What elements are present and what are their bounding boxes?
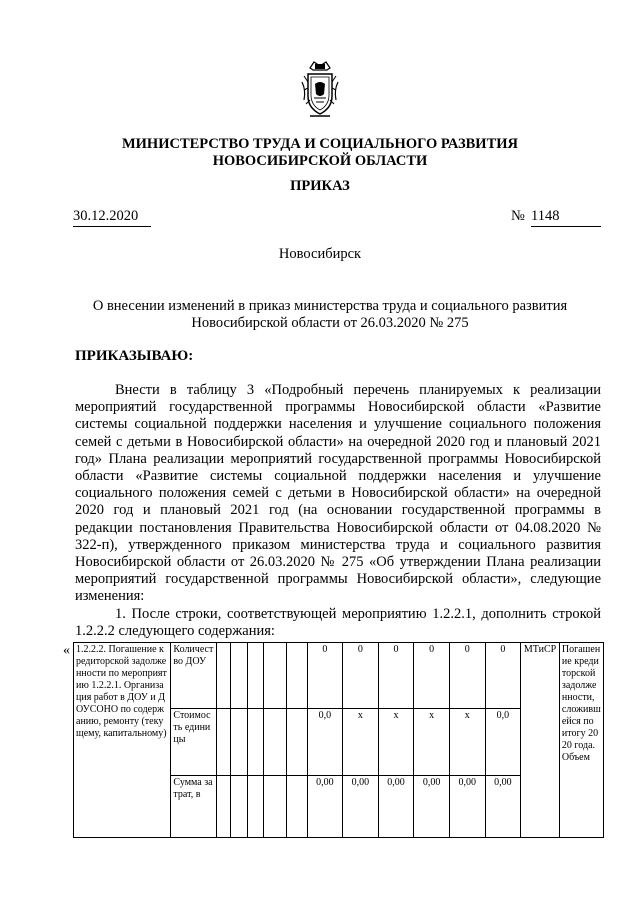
value-cell: х bbox=[449, 709, 485, 776]
body-paragraph-2: 1. После строки, соответствующей мероприятию 1.2.2.1, дополнить строкой 1.2.2.2 следующего содержания: bbox=[75, 606, 601, 640]
indicator-label: Сумма затрат, в bbox=[171, 776, 217, 838]
value-cell: 0,0 bbox=[307, 709, 343, 776]
value-cell: 0 bbox=[343, 643, 379, 709]
document-number: 1148 bbox=[531, 208, 601, 227]
value-cell: 0 bbox=[378, 643, 414, 709]
subject-line-2: Новосибирской области от 26.03.2020 № 275 bbox=[191, 315, 469, 331]
value-cell: 0 bbox=[485, 643, 521, 709]
table-row bbox=[74, 643, 604, 709]
indicator-label: Стоимость единицы bbox=[171, 709, 217, 776]
executor-cell: МТиСР bbox=[521, 643, 560, 838]
value-cell: 0 bbox=[449, 643, 485, 709]
value-cell: 0,0 bbox=[485, 709, 521, 776]
value-cell: х bbox=[378, 709, 414, 776]
value-cell: 0 bbox=[307, 643, 343, 709]
subject-line-1: О внесении изменений в приказ министерства труда и социального развития bbox=[92, 298, 568, 314]
activity-cell: 1.2.2.2. Погашение кредиторской задолженности по мероприятию 1.2.2.1. Организация работ в ДОУ и ДОУСОНО по содержанию, ремонту (текущему, капитальному) bbox=[74, 643, 171, 838]
document-subject bbox=[60, 298, 600, 332]
result-cell: Погашение кредиторской задолженности, сложившейся по итогу 2020 года. Объем bbox=[559, 643, 603, 838]
number-sign: № bbox=[511, 208, 525, 224]
orders-heading: ПРИКАЗЫВАЮ: bbox=[75, 348, 194, 364]
body-paragraph-1: Внести в таблицу 3 «Подробный перечень планируемых к реализации мероприятий государственной программы Новосибирской области «Развитие системы социальной поддержки населения и улучшение социального положения семей с детьми в Новосибирской области» на очередной 2020 год и плановый 2021 год» Плана реализации мероприятий государственной программы Новосибирской области «Развитие системы социальной поддержки населения и улучшение социального положения семей с детьми в Новосибирской области» на очередной 2020 год и плановый 2021 год (на основании государственной программы в редакции постановления Правительства Новосибирской области от 04.08.2020 № 322-п), утвержденного приказом министерства труда и социального развития Новосибирской области от 26.03.2020 № 275 «Об утверждении Плана реализации мероприятий государственной программы Новосибирской области», следующие изменения: bbox=[75, 382, 601, 605]
city: Новосибирск bbox=[278, 246, 362, 262]
quote-mark: « bbox=[63, 643, 70, 658]
value-cell: 0,00 bbox=[343, 776, 379, 838]
ministry-line-1: МИНИСТЕРСТВО ТРУДА И СОЦИАЛЬНОГО РАЗВИТИЯ bbox=[121, 136, 519, 152]
document-type: ПРИКАЗ bbox=[290, 178, 350, 194]
value-cell: 0,00 bbox=[485, 776, 521, 838]
indicator-label: Количество ДОУ bbox=[171, 643, 217, 709]
value-cell: 0,00 bbox=[378, 776, 414, 838]
amendment-table bbox=[73, 642, 604, 838]
value-cell: 0,00 bbox=[307, 776, 343, 838]
document-date: 30.12.2020 bbox=[73, 208, 151, 227]
coat-of-arms-icon bbox=[300, 60, 340, 120]
value-cell: х bbox=[414, 709, 450, 776]
value-cell: 0 bbox=[414, 643, 450, 709]
ministry-title bbox=[0, 136, 640, 170]
value-cell: х bbox=[343, 709, 379, 776]
value-cell: 0,00 bbox=[414, 776, 450, 838]
ministry-line-2: НОВОСИБИРСКОЙ ОБЛАСТИ bbox=[212, 153, 428, 169]
value-cell: 0,00 bbox=[449, 776, 485, 838]
